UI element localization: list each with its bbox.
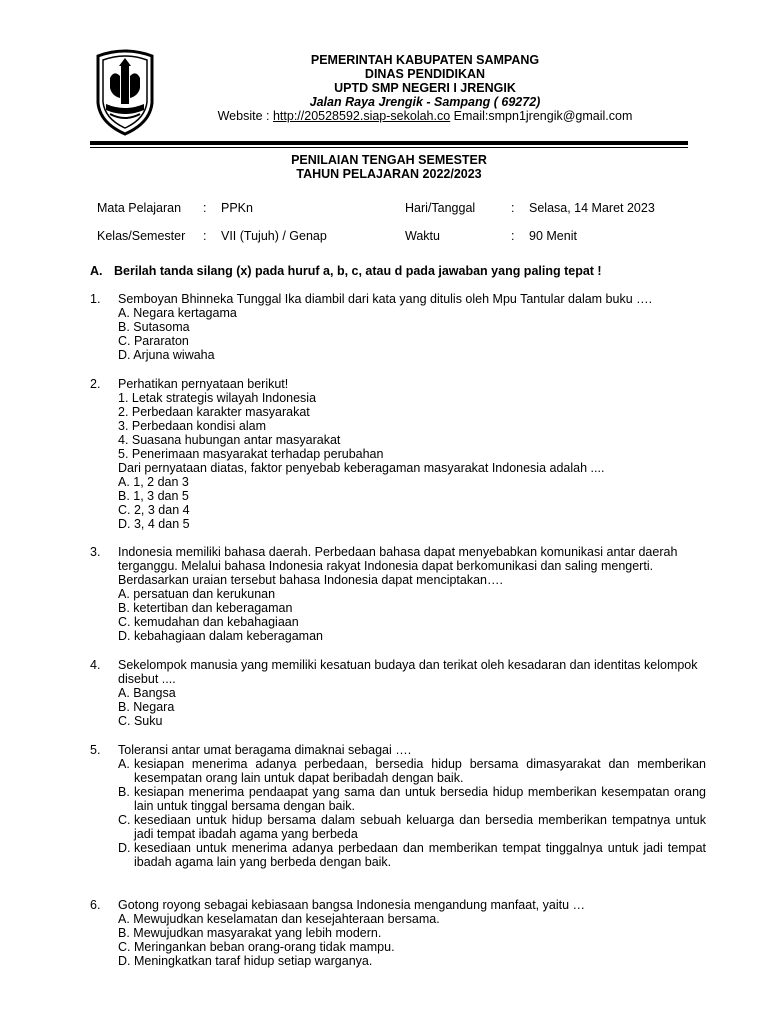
day-label: Hari/Tanggal <box>405 201 476 215</box>
question-text: Indonesia memiliki bahasa daerah. Perbedaan bahasa dapat menyebabkan komunikasi antar daerah <box>118 545 678 559</box>
answer-option[interactable]: A. persatuan dan kerukunan <box>118 587 276 601</box>
answer-option[interactable] <box>118 841 706 869</box>
answer-option[interactable]: C. kemudahan dan kebahagiaan <box>118 615 299 629</box>
subject-colon: : <box>203 201 207 215</box>
question-number: 3. <box>90 545 101 559</box>
time-colon: : <box>511 229 515 243</box>
answer-option[interactable]: B. Mewujudkan masyarakat yang lebih modern. <box>118 926 382 940</box>
class-label: Kelas/Semester <box>97 229 186 243</box>
answer-option[interactable]: A. Mewujudkan keselamatan dan kesejahteraan bersama. <box>118 912 440 926</box>
statement-item: 4. Suasana hubungan antar masyarakat <box>118 433 341 447</box>
school-address: Jalan Raya Jrengik - Sampang ( 69272) <box>309 95 541 109</box>
class-value: VII (Tujuh) / Genap <box>221 229 327 243</box>
answer-option[interactable]: C. Pararaton <box>118 334 189 348</box>
question-number: 4. <box>90 658 101 672</box>
question-text: Sekelompok manusia yang memiliki kesatuan budaya dan terikat oleh kesadaran dan identitas kelompok <box>118 658 698 672</box>
question-2 <box>90 377 706 531</box>
answer-option[interactable]: B. Negara <box>118 700 175 714</box>
answer-option[interactable]: C. Suku <box>118 714 163 728</box>
question-text: Toleransi antar umat beragama dimaknai sebagai …. <box>118 743 412 757</box>
question-prompt: Dari pernyataan diatas, faktor penyebab keberagaman masyarakat Indonesia adalah .... <box>118 461 605 475</box>
time-value: 90 Menit <box>529 229 577 243</box>
answer-option[interactable] <box>118 785 706 813</box>
class-colon: : <box>203 229 207 243</box>
sampang-regency-emblem-icon <box>90 48 160 138</box>
email-text: Email:smpn1jrengik@gmail.com <box>450 109 633 123</box>
question-text: terganggu. Melalui bahasa Indonesia rakyat Indonesia dapat berkomunikasi dan saling mengerti. <box>118 559 654 573</box>
answer-option[interactable]: A. 1, 2 dan 3 <box>118 475 189 489</box>
option-letter: B. <box>118 785 130 799</box>
website-link[interactable]: http://20528592.siap-sekolah.co <box>272 109 451 123</box>
department-name: DINAS PENDIDIKAN <box>364 67 486 81</box>
subject-value: PPKn <box>221 201 253 215</box>
question-3 <box>90 545 706 643</box>
option-text: kesediaan untuk hidup bersama dalam sebuah keluarga dan bersedia memberikan tempatnya untuk jadi tempat ibadah agama yang berbeda <box>134 813 706 841</box>
question-number: 6. <box>90 898 101 912</box>
answer-option[interactable]: B. ketertiban dan keberagaman <box>118 601 293 615</box>
question-4 <box>90 658 706 728</box>
answer-option[interactable]: B. Sutasoma <box>118 320 190 334</box>
question-number: 2. <box>90 377 101 391</box>
statement-item: 5. Penerimaan masyarakat terhadap perubahan <box>118 447 384 461</box>
website-label: Website : <box>217 109 273 123</box>
question-text: Perhatikan pernyataan berikut! <box>118 377 289 391</box>
answer-option[interactable]: A. Negara kertagama <box>118 306 237 320</box>
day-colon: : <box>511 201 515 215</box>
option-text: kesiapan menerima pendaapat yang sama dan untuk bersedia hidup memberikan kesempatan orang lain untuk tinggal bersama dengan baik. <box>134 785 706 813</box>
answer-option[interactable]: A. Bangsa <box>118 686 176 700</box>
answer-option[interactable]: D. 3, 4 dan 5 <box>118 517 190 531</box>
exam-title-line1: PENILAIAN TENGAH SEMESTER <box>291 153 487 167</box>
answer-option[interactable]: D. kebahagiaan dalam keberagaman <box>118 629 323 643</box>
letterhead <box>160 53 690 123</box>
time-label: Waktu <box>405 229 440 243</box>
question-text: Semboyan Bhinneka Tunggal Ika diambil dari kata yang ditulis oleh Mpu Tantular dalam buku …. <box>118 292 653 306</box>
question-text: disebut .... <box>118 672 176 686</box>
school-name: UPTD SMP NEGERI I JRENGIK <box>334 81 516 95</box>
contact-line <box>160 109 690 123</box>
section-instruction <box>90 264 602 278</box>
question-6 <box>90 898 706 968</box>
exam-title-line2: TAHUN PELAJARAN 2022/2023 <box>296 167 482 181</box>
statement-item: 1. Letak strategis wilayah Indonesia <box>118 391 317 405</box>
info-row-2 <box>97 229 687 257</box>
answer-option[interactable]: C. 2, 3 dan 4 <box>118 503 190 517</box>
question-number: 1. <box>90 292 101 306</box>
section-text: Berilah tanda silang (x) pada huruf a, b, c, atau d pada jawaban yang paling tepat ! <box>114 264 602 278</box>
option-letter: A. <box>118 757 130 771</box>
question-text: Gotong royong sebagai kebiasaan bangsa Indonesia mengandung manfaat, yaitu … <box>118 898 585 912</box>
statement-item: 3. Perbedaan kondisi alam <box>118 419 267 433</box>
statement-item: 2. Perbedaan karakter masyarakat <box>118 405 310 419</box>
option-text: kesiapan menerima adanya perbedaan, bersedia hidup bersama dimasyarakat dan memberikan kesempatan orang lain untuk dapat beribadah dengan baik. <box>134 757 706 785</box>
exam-title <box>90 153 688 181</box>
option-letter: C. <box>118 813 131 827</box>
option-text: kesediaan untuk menerima adanya perbedaan dan memberikan tempat tinggalnya untuk jadi tempat ibadah agama lain yang berbeda dengan baik. <box>134 841 706 869</box>
question-1 <box>90 292 706 362</box>
answer-option[interactable]: D. Meningkatkan taraf hidup setiap warganya. <box>118 954 373 968</box>
question-number: 5. <box>90 743 101 757</box>
answer-option[interactable] <box>118 757 706 785</box>
option-letter: D. <box>118 841 131 855</box>
header-divider-thick <box>90 141 688 145</box>
answer-option[interactable] <box>118 813 706 841</box>
exam-info-table <box>97 201 687 257</box>
answer-option[interactable]: B. 1, 3 dan 5 <box>118 489 189 503</box>
answer-option[interactable]: C. Meringankan beban orang-orang tidak mampu. <box>118 940 395 954</box>
government-name: PEMERINTAH KABUPATEN SAMPANG <box>310 53 540 67</box>
subject-label: Mata Pelajaran <box>97 201 182 215</box>
answer-option[interactable]: D. Arjuna wiwaha <box>118 348 215 362</box>
header-divider-thin <box>90 147 688 148</box>
question-text: Berdasarkan uraian tersebut bahasa Indonesia dapat menciptakan…. <box>118 573 503 587</box>
info-row-1 <box>97 201 687 229</box>
question-5 <box>90 743 706 869</box>
day-value: Selasa, 14 Maret 2023 <box>529 201 655 215</box>
section-letter: A. <box>90 264 103 278</box>
